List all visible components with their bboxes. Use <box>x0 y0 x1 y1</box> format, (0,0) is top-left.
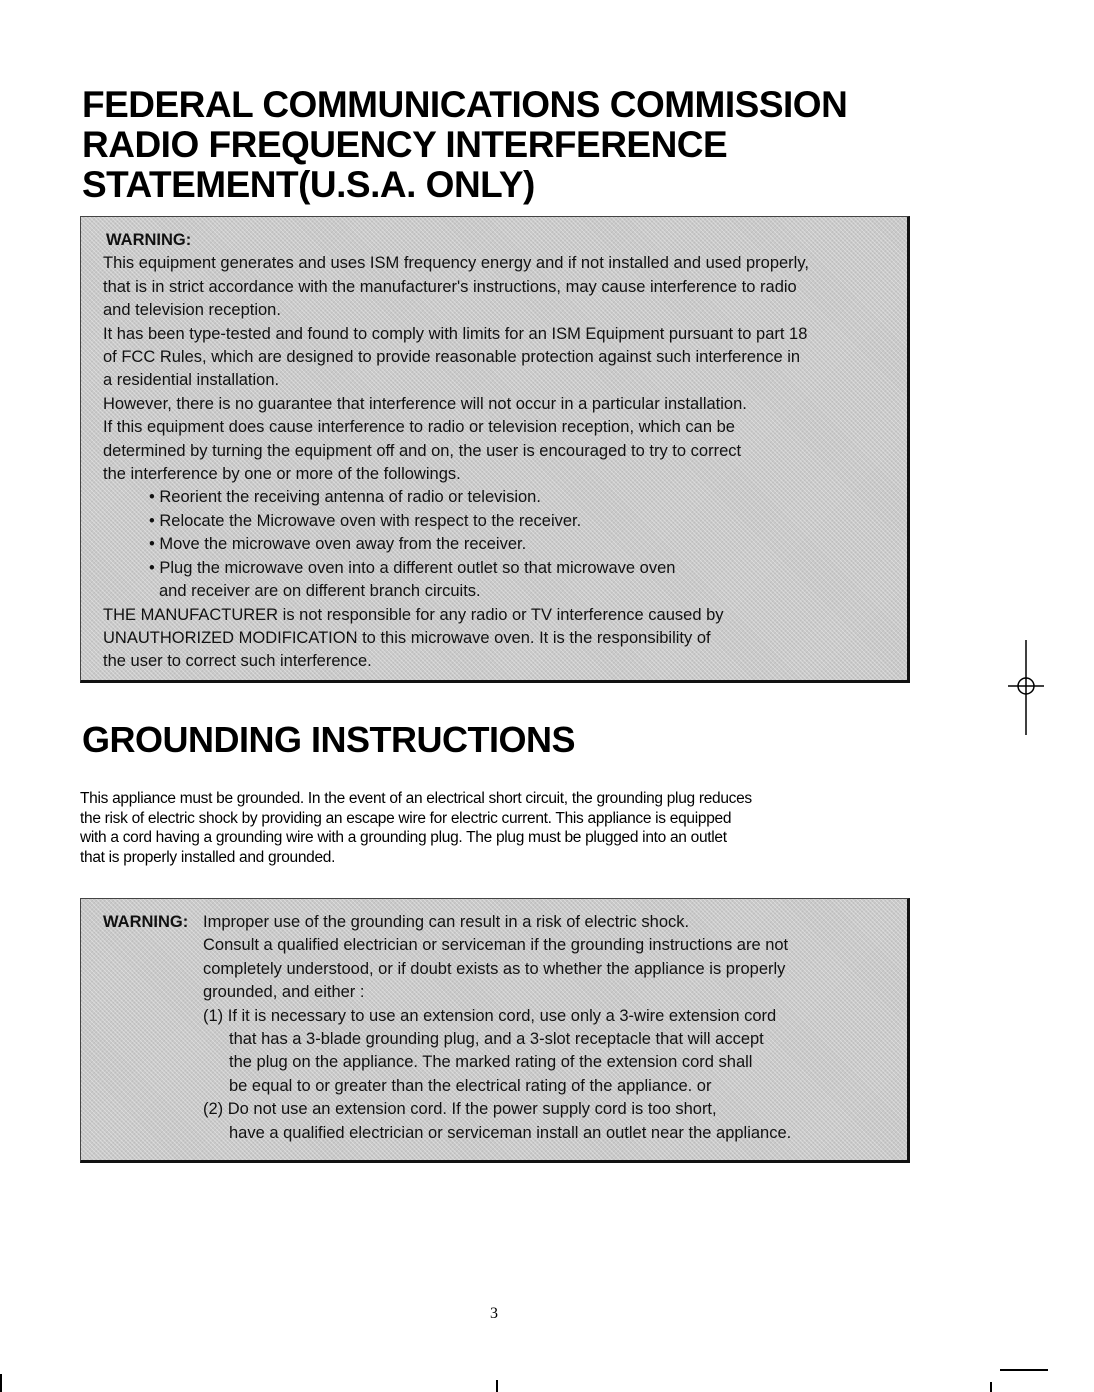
paragraph-line: with a cord having a grounding wire with a grounding plug. The plug must be plugged into an outlet <box>80 829 727 846</box>
warning-line: Consult a qualified electrician or serviceman if the grounding instructions are not <box>203 936 789 955</box>
grounding-warning-box <box>80 898 910 1163</box>
crop-mark <box>496 1380 498 1392</box>
numbered-item-first-line: (2) Do not use an extension cord. If the power supply cord is too short, <box>203 1100 717 1119</box>
warning-line: grounded, and either : <box>203 983 365 1002</box>
bullet-item: • Reorient the receiving antenna of radio or television. <box>149 488 541 507</box>
warning-line: and television reception. <box>103 301 281 320</box>
numbered-item-line: be equal to or greater than the electrical rating of the appliance. or <box>229 1076 712 1095</box>
numbered-item-first-line: (1) If it is necessary to use an extension cord, use only a 3-wire extension cord <box>203 1006 777 1025</box>
warning-line: that is in strict accordance with the manufacturer's instructions, may cause interference to radio <box>103 277 797 296</box>
warning-closing-line: the user to correct such interference. <box>103 652 372 671</box>
fcc-heading-line: RADIO FREQUENCY INTERFERENCE <box>82 124 728 165</box>
grounding-heading: GROUNDING INSTRUCTIONS <box>82 719 575 760</box>
fcc-warning-box <box>80 216 910 683</box>
warning-line: a residential installation. <box>103 371 280 390</box>
warning-line: Improper use of the grounding can result in a risk of electric shock. <box>203 913 690 931</box>
warning-line: This equipment generates and uses ISM frequency energy and if not installed and used properly, <box>103 254 809 273</box>
crop-mark <box>990 1382 992 1392</box>
paragraph-line: that is properly installed and grounded. <box>80 848 336 866</box>
bullet-item: • Plug the microwave oven into a different outlet so that microwave oven <box>149 558 676 577</box>
fcc-heading-line: STATEMENT(U.S.A. ONLY) <box>82 164 535 205</box>
grounding-paragraph <box>80 789 900 867</box>
numbered-item-line: that has a 3-blade grounding plug, and a 3-slot receptacle that will accept <box>229 1030 764 1049</box>
warning-title: WARNING: <box>103 913 189 931</box>
bullet-item: • Relocate the Microwave oven with respect to the receiver. <box>149 511 582 530</box>
warning-line: If this equipment does cause interference to radio or television reception, which can be <box>103 418 735 437</box>
warning-line: of FCC Rules, which are designed to provide reasonable protection against such interference in <box>103 348 801 367</box>
bullet-item: • Move the microwave oven away from the receiver. <box>149 535 527 554</box>
fcc-heading <box>82 86 847 206</box>
paragraph-line: This appliance must be grounded. In the event of an electrical short circuit, the grounding plug reduces <box>80 790 752 807</box>
numbered-item-line: have a qualified electrician or serviceman install an outlet near the appliance. <box>229 1123 792 1142</box>
fcc-heading-line: FEDERAL COMMUNICATIONS COMMISSION <box>82 84 848 125</box>
warning-line: the interference by one or more of the followings. <box>103 465 461 484</box>
warning-title: WARNING: <box>106 231 192 249</box>
warning-line: It has been type-tested and found to comply with limits for an ISM Equipment pursuant to part 18 <box>103 324 808 343</box>
page-number: 3 <box>490 1305 498 1322</box>
bullet-continuation: and receiver are on different branch circuits. <box>159 582 481 601</box>
crop-mark <box>0 1374 2 1392</box>
warning-line: completely understood, or if doubt exists as to whether the appliance is properly <box>203 959 786 978</box>
warning-line: determined by turning the equipment off and on, the user is encouraged to try to correct <box>103 441 742 460</box>
registration-mark-icon <box>1008 640 1058 735</box>
numbered-item-line: the plug on the appliance. The marked rating of the extension cord shall <box>229 1053 753 1072</box>
warning-line: However, there is no guarantee that interference will not occur in a particular installation. <box>103 394 747 413</box>
paragraph-line: the risk of electric shock by providing an escape wire for electric current. This appliance is equipped <box>80 809 732 827</box>
warning-closing-line: THE MANUFACTURER is not responsible for any radio or TV interference caused by <box>103 605 724 624</box>
warning-body <box>203 911 791 1145</box>
warning-closing-line: UNAUTHORIZED MODIFICATION to this microwave oven. It is the responsibility of <box>103 628 711 647</box>
crop-mark <box>1000 1369 1048 1371</box>
